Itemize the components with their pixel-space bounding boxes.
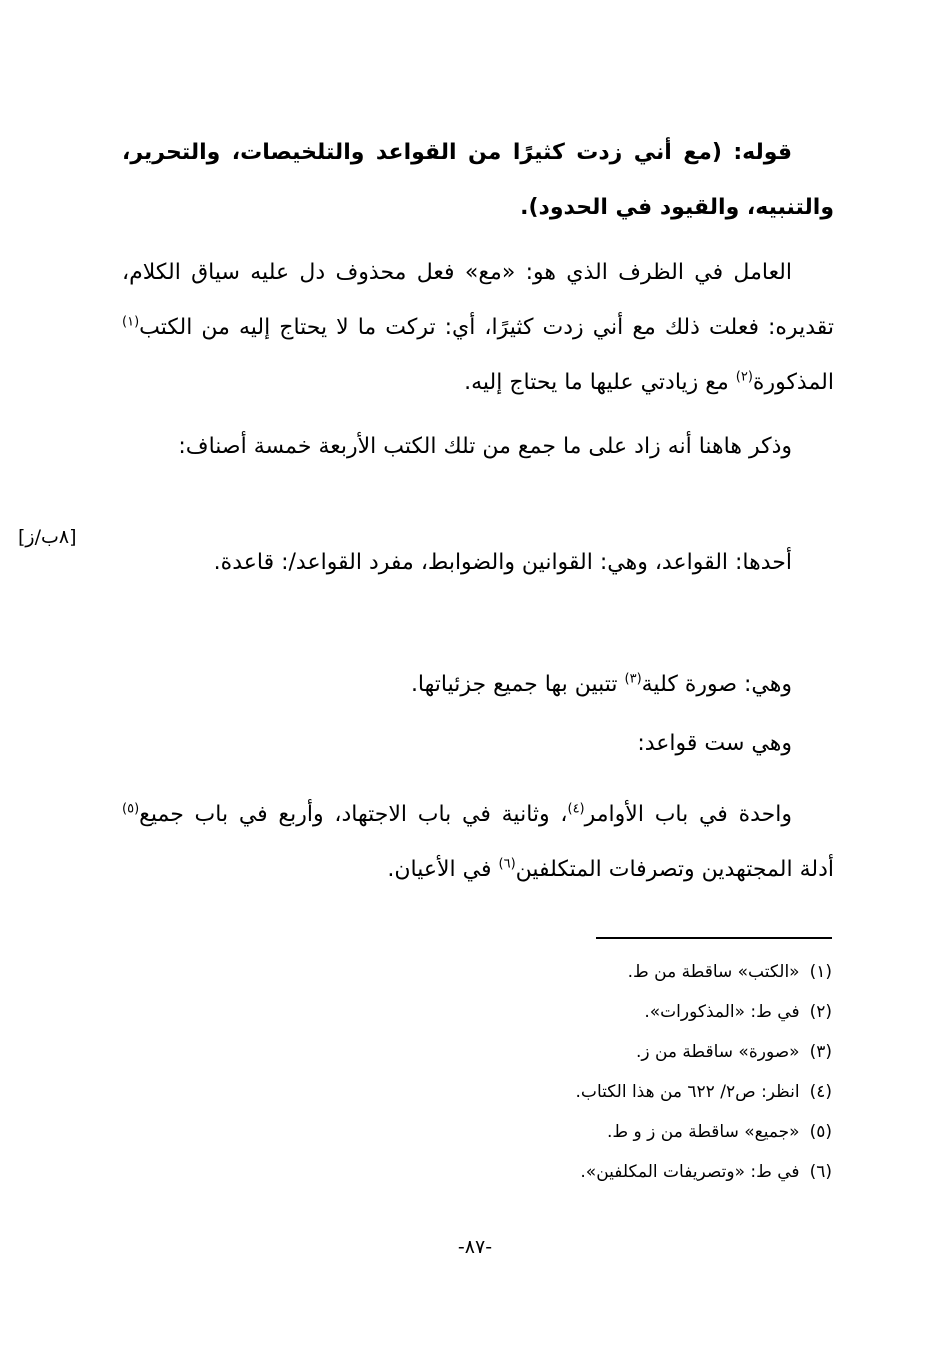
footnote-item [300,1072,832,1112]
commentary-paragraph-3 [122,535,834,590]
footnote-text: «صورة» ساقطة من ز. [635,1042,800,1062]
footnote-ref-2: (٢) [735,369,753,385]
footnote-text: في ط: «وتصريفات المكلفين». [580,1162,800,1182]
footnote-ref-4: (٤) [567,801,585,817]
footnote-text: «جميع» ساقطة من ز و ط. [607,1122,800,1142]
paragraph-text: العامل في الظرف الذي هو: «مع» فعل محذوف دل عليه سياق الكلام، تقديره: فعلت ذلك مع أني زدت كثيرًا، أي: تركت ما لا يحتاج إليه من الكتب [122,260,834,340]
footnote-text: انظر: ص٢/ ٦٢٢ من هذا الكتاب. [575,1082,800,1102]
footnote-item [300,1152,832,1192]
footnote-number: (٤) [809,1082,832,1102]
footnote-number: (٦) [809,1162,832,1182]
footnote-number: (٢) [809,1002,832,1022]
footnote-number: (٣) [809,1042,832,1062]
paragraph-text: في الأعيان. [387,857,499,882]
paragraph-text: وهي ست قواعد: [637,731,792,756]
commentary-paragraph-4 [122,657,834,712]
footnote-item [300,1032,832,1072]
footnote-item [300,992,832,1032]
footnote-text: في ط: «المذكورات». [644,1002,800,1022]
footnote-number: (٥) [809,1122,832,1142]
commentary-paragraph-6 [122,787,834,897]
paragraph-text: أحدها: القواعد، وهي: القوانين والضوابط، مفرد القواعد/: قاعدة. [213,550,792,575]
paragraph-text: المذكورة [752,370,834,395]
paragraph-text: قوله: (مع أني زدت كثيرًا من القواعد والتلخيصات، والتحرير، والتنبيه، والقيود في الحدود). [122,140,834,220]
paragraph-text: مع زيادتي عليها ما يحتاج إليه. [464,370,736,395]
paragraph-text: تتبين بها جميع جزئياتها. [410,672,625,697]
footnote-separator [596,937,832,939]
footnote-text: «الكتب» ساقطة من ط. [627,962,800,982]
paragraph-text: وهي: صورة كلية [641,672,792,697]
footnote-number: (١) [809,962,832,982]
commentary-paragraph-1 [122,245,834,410]
footnote-item [300,1112,832,1152]
commentary-paragraph-2 [122,419,834,474]
manuscript-folio-marker: [٨ب/ز] [18,526,77,548]
page-number: -٨٧- [457,1236,493,1258]
quoted-text-paragraph [122,125,834,235]
paragraph-text: واحدة في باب الأوامر [584,802,792,827]
paragraph-text: وذكر هاهنا أنه زاد على ما جمع من تلك الكتب الأربعة خمسة أصناف: [178,434,792,459]
footnote-ref-6: (٦) [498,856,516,872]
footnote-ref-1: (١) [122,314,140,330]
footnotes-list [300,952,832,1192]
paragraph-text: أدلة المجتهدين وتصرفات المتكلفين [515,857,834,882]
footnote-ref-3: (٣) [624,671,642,687]
paragraph-text: ، وثانية في باب الاجتهاد، وأربع في باب جميع [139,802,568,827]
footnote-item [300,952,832,992]
commentary-paragraph-5 [122,716,834,771]
footnote-ref-5: (٥) [122,801,140,817]
